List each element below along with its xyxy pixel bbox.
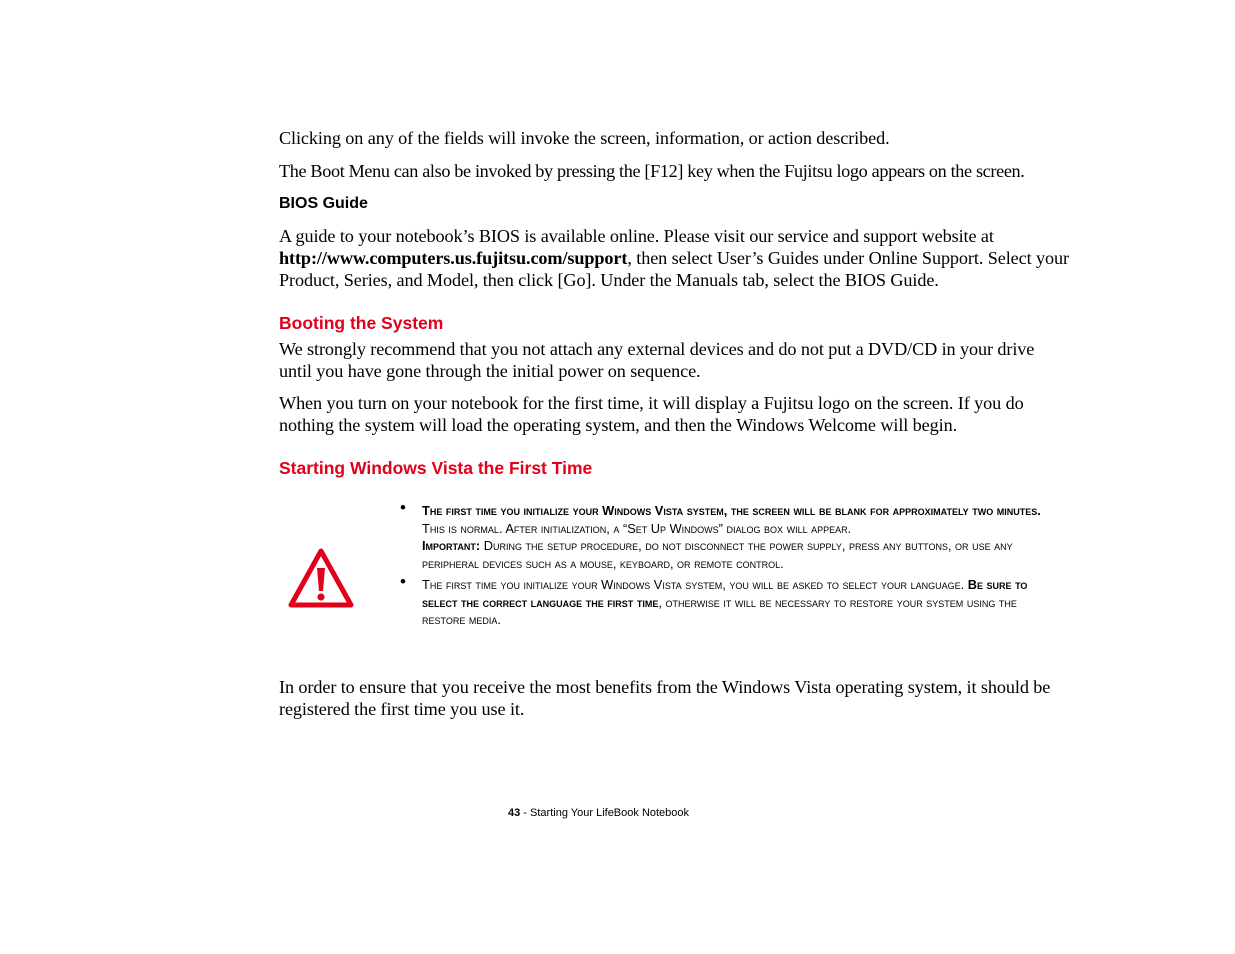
warning-list (398, 498, 1058, 633)
important-text: During the setup procedure, do not disconnect the power supply, press any buttons, or use any peripheral devices such as a mouse, keyboard, or remote control. (422, 538, 1013, 571)
page-footer (508, 807, 689, 819)
bios-guide-text-after: , then select User’s Guides under Online Support. Select your Product, Series, and Model, then click [Go]. Under the Manuals tab, select the BIOS Guide. (279, 247, 1069, 290)
warning-bullet-2-text: The first time you initialize your Windows Vista system, you will be asked to select your language. (422, 577, 968, 592)
warning-bullet-2-after: , otherwise it will be necessary to restore your system using the restore media. (422, 594, 1017, 627)
intro-paragraph-1: Clicking on any of the fields will invoke the screen, information, or action described. (279, 128, 890, 148)
bios-guide-heading: BIOS Guide (279, 195, 368, 212)
warning-bullet-1-bold: The first time you initialize your Windows Vista system, the screen will be blank for approximately two minutes. (422, 503, 1041, 518)
warning-bullet-1 (398, 498, 1058, 572)
warning-bullet-1-text: This is normal. After initialization, a “Set Up Windows” dialog box will appear. (422, 520, 852, 536)
warning-bullet-2-bold: Be sure to select the correct language the first time (422, 577, 1028, 610)
intro-paragraph-2: The Boot Menu can also be invoked by pressing the [F12] key when the Fujitsu logo appears on the screen. (279, 161, 1025, 181)
bios-guide-text-before: A guide to your notebook’s BIOS is available online. Please visit our service and support website at (279, 226, 994, 246)
booting-paragraph-1: We strongly recommend that you not attach any external devices and do not put a DVD/CD in your drive until you have gone through the initial power on sequence. (279, 339, 1035, 381)
important-label: Important: (422, 538, 481, 553)
bullet-icon: • (400, 572, 406, 591)
bullet-icon: • (400, 498, 406, 517)
vista-heading: Starting Windows Vista the First Time (279, 458, 593, 478)
booting-heading: Booting the System (279, 313, 444, 333)
page-number: 43 (508, 807, 521, 819)
vista-closing-paragraph: In order to ensure that you receive the most benefits from the Windows Vista operating system, it should be registered the first time you use it. (279, 677, 1051, 719)
warning-bullet-2 (398, 572, 1058, 629)
bios-guide-paragraph (279, 226, 1069, 291)
booting-paragraph-2: When you turn on your notebook for the first time, it will display a Fujitsu logo on the screen. If you do nothing the system will load the operating system, and then the Windows Welcome will begin. (279, 393, 1024, 435)
warning-triangle-icon (287, 547, 355, 609)
footer-title: - Starting Your LifeBook Notebook (520, 807, 690, 819)
support-url-link[interactable]: http://www.computers.us.fujitsu.com/support (279, 247, 628, 268)
